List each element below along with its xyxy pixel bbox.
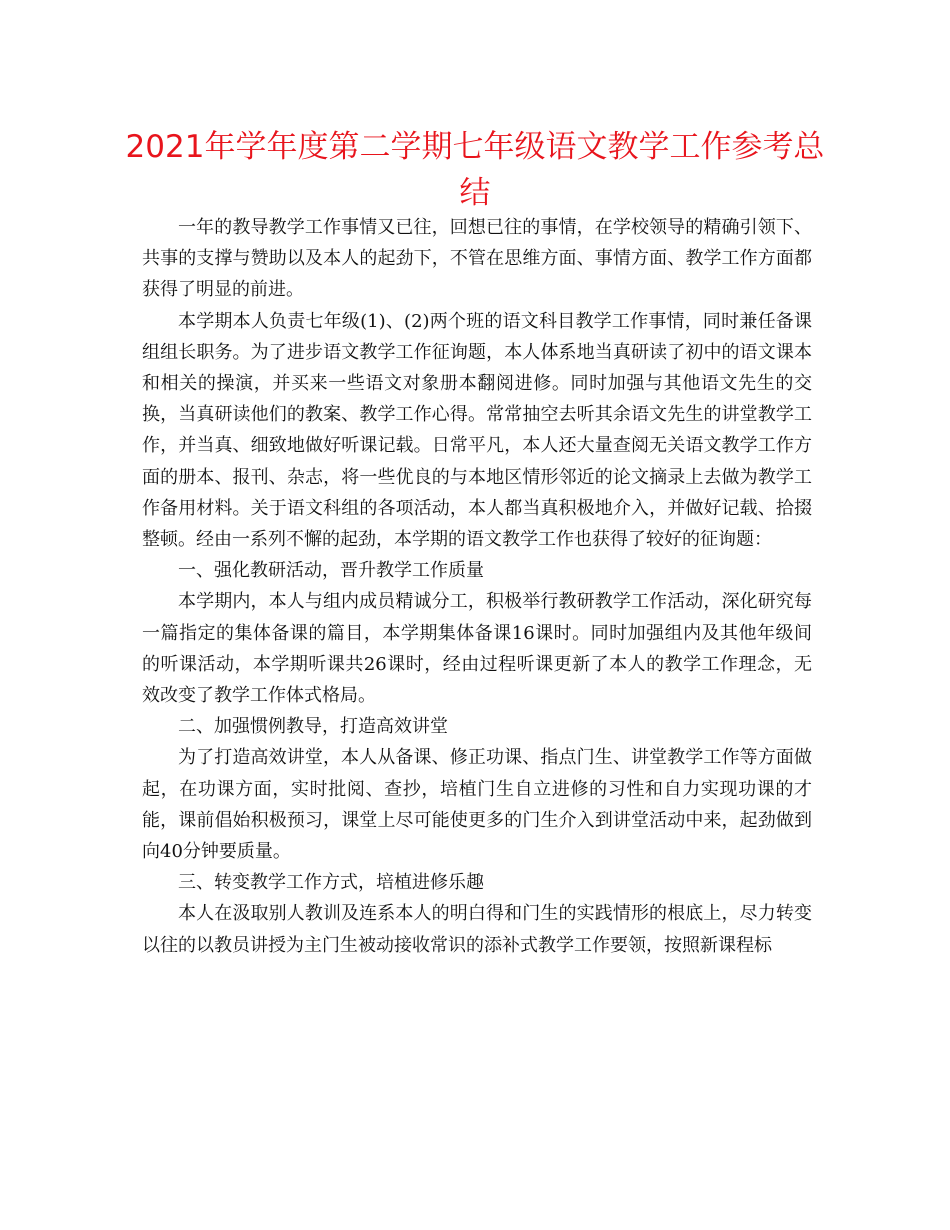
- section-heading-3: 三、转变教学工作方式，培植进修乐趣: [178, 872, 484, 894]
- paragraph-section-1: 本学期内，本人与组内成员精诚分工，积极举行教研教学工作活动，深化研究每一篇指定的集体备课的篇目，本学期集体备课16课时。同时加强组内及其他年级间的听课活动，本学期听课共26课时，经由过程听课更新了本人的教学工作理念，无效改变了教学工作体式格局。: [142, 591, 812, 707]
- paragraph-section-2: 为了打造高效讲堂，本人从备课、修正功课、指点门生、讲堂教学工作等方面做起，在功课方面，实时批阅、查抄，培植门生自立进修的习性和自力实现功课的才能，课前倡始积极预习，课堂上尽可能使更多的门生介入到讲堂活动中来，起劲做到向40分钟要质量。: [142, 747, 812, 863]
- document-title: 2021年学年度第二学期七年级语文教学工作参考总结: [125, 129, 825, 211]
- paragraph-intro: 一年的教导教学工作事情又已往，回想已往的事情，在学校领导的精确引领下、共事的支撑与赞助以及本人的起劲下，不管在思维方面、事情方面、教学工作方面都获得了明显的前进。: [142, 217, 812, 301]
- document-body: [142, 212, 812, 961]
- section-heading-2: 二、加强惯例教导，打造高效讲堂: [178, 716, 448, 738]
- paragraph-section-3: 本人在汲取别人教训及连系本人的明白得和门生的实践情形的根底上，尽力转变以往的以教员讲授为主门生被动接收常识的添补式教学工作要领，按照新课程标: [142, 903, 812, 956]
- section-heading-1: 一、强化教研活动，晋升教学工作质量: [178, 560, 484, 582]
- paragraph-duties: 本学期本人负责七年级(1)、(2)两个班的语文科目教学工作事情，同时兼任备课组组长职务。为了进步语文教学工作征询题，本人体系地当真研读了初中的语文课本和相关的操演，并买来一些语文对象册本翻阅进修。同时加强与其他语文先生的交换，当真研读他们的教案、教学工作心得。常常抽空去听其余语文先生的讲堂教学工作，并当真、细致地做好听课记载。日常平凡，本人还大量查阅无关语文教学工作方面的册本、报刊、杂志，将一些优良的与本地区情形邻近的论文摘录上去做为教学工作备用材料。关于语文科组的各项活动，本人都当真积极地介入，并做好记载、拾掇整顿。经由一系列不懈的起劲，本学期的语文教学工作也获得了较好的征询题：: [142, 310, 812, 551]
